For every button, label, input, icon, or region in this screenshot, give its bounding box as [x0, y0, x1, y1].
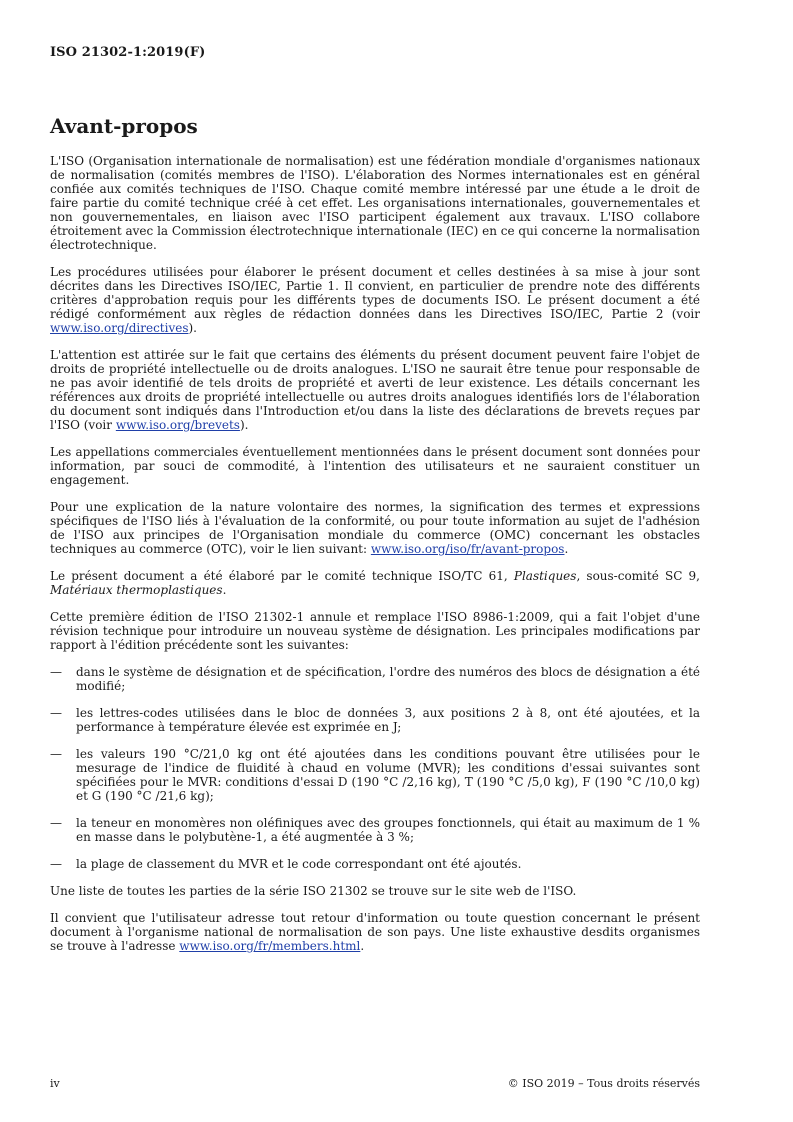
- list-item: — les lettres-codes utilisées dans le bloc de données 3, aux positions 2 à 8, ont été ajoutées, et la performance à température élevée est exprimée en J;: [50, 706, 700, 734]
- paragraph-procedures: Les procédures utilisées pour élaborer le présent document et celles destinées à sa mise à jour sont décrites dans les Directives ISO/IEC, Partie 1. Il convient, en particulier de prendre note des différents critères d'approbation requis pour les différents types de documents ISO. Le présent document a été rédigé conformément aux règles de rédaction données dans les Directives ISO/IEC, Partie 2 (voir www.iso.org/directives).: [50, 265, 700, 335]
- list-item: — dans le système de désignation et de spécification, l'ordre des numéros des blocs de désignation a été modifié;: [50, 665, 700, 693]
- page-title: Avant-propos: [50, 114, 198, 138]
- link-avant-propos[interactable]: www.iso.org/iso/fr/avant-propos: [370, 542, 565, 556]
- link-directives[interactable]: www.iso.org/directives: [50, 321, 189, 335]
- dash-bullet: —: [50, 857, 62, 871]
- changes-list: [50, 665, 700, 871]
- foreword-body: [50, 154, 700, 966]
- dash-bullet: —: [50, 816, 62, 830]
- dash-bullet: —: [50, 747, 62, 761]
- paragraph-patents: L'attention est attirée sur le fait que certains des éléments du présent document peuvent faire l'objet de droits de propriété intellectuelle ou de droits analogues. L'ISO ne saurait être tenue pour responsable de ne pas avoir identifié de tels droits de propriété et averti de leur existence. Les détails concernant les références aux droits de propriété intellectuelle ou autres droits analogues identifiés lors de l'élaboration du document sont indiqués dans l'Introduction et/ou dans la liste des déclarations de brevets reçues par l'ISO (voir www.iso.org/brevets).: [50, 348, 700, 432]
- copyright-notice: © ISO 2019 – Tous droits réservés: [507, 1077, 700, 1090]
- paragraph-voluntary-nature: Pour une explication de la nature volontaire des normes, la signification des termes et expressions spécifiques de l'ISO liés à l'évaluation de la conformité, ou pour toute information au sujet de l'adhésion de l'ISO aux principes de l'Organisation mondiale du commerce (OMC) concernant les obstacles techniques au commerce (OTC), voir le lien suivant: www.iso.org/iso/fr/avant-propos.: [50, 500, 700, 556]
- paragraph-edition: Cette première édition de l'ISO 21302-1 annule et remplace l'ISO 8986-1:2009, qui a fait l'objet d'une révision technique pour introduire un nouveau système de désignation. Les principales modifications par rapport à l'édition précédente sont les suivantes:: [50, 610, 700, 652]
- link-members[interactable]: www.iso.org/fr/members.html: [179, 939, 361, 953]
- paragraph-trade-names: Les appellations commerciales éventuellement mentionnées dans le présent document sont données pour information, par souci de commodité, à l'intention des utilisateurs et ne sauraient constituer un engagement.: [50, 445, 700, 487]
- paragraph-feedback: Il convient que l'utilisateur adresse tout retour d'information ou toute question concernant le présent document à l'organisme national de normalisation de son pays. Une liste exhaustive desdits organismes se trouve à l'adresse www.iso.org/fr/members.html.: [50, 911, 700, 953]
- dash-bullet: —: [50, 665, 62, 679]
- paragraph-iso-intro: L'ISO (Organisation internationale de normalisation) est une fédération mondiale d'organismes nationaux de normalisation (comités membres de l'ISO). L'élaboration des Normes internationales est en général confiée aux comités techniques de l'ISO. Chaque comité membre intéressé par une étude a le droit de faire partie du comité technique créé à cet effet. Les organisations internationales, gouvernementales et non gouvernementales, en liaison avec l'ISO participent également aux travaux. L'ISO collabore étroitement avec la Commission électrotechnique internationale (IEC) en ce qui concerne la normalisation électrotechnique.: [50, 154, 700, 252]
- paragraph-committee: Le présent document a été élaboré par le comité technique ISO/TC 61, Plastiques, sous-comité SC 9, Matériaux thermoplastiques.: [50, 569, 700, 597]
- list-item: — les valeurs 190 °C/21,0 kg ont été ajoutées dans les conditions pouvant être utilisées pour le mesurage de l'indice de fluidité à chaud en volume (MVR); les conditions d'essai suivantes sont spécifiées pour le MVR: conditions d'essai D (190 °C /2,16 kg), T (190 °C /5,0 kg), F (190 °C /10,0 kg) et G (190 °C /21,6 kg);: [50, 747, 700, 803]
- page-number: iv: [50, 1077, 60, 1090]
- paragraph-series-parts: Une liste de toutes les parties de la série ISO 21302 se trouve sur le site web de l'ISO.: [50, 884, 577, 898]
- dash-bullet: —: [50, 706, 62, 720]
- link-brevets[interactable]: www.iso.org/brevets: [115, 418, 240, 432]
- list-item: — la teneur en monomères non oléfiniques avec des groupes fonctionnels, qui était au maximum de 1 % en masse dans le polybutène-1, a été augmentée à 3 %;: [50, 816, 700, 844]
- list-item: — la plage de classement du MVR et le code correspondant ont été ajoutés.: [50, 857, 522, 871]
- document-id: ISO 21302-1:2019(F): [50, 45, 206, 60]
